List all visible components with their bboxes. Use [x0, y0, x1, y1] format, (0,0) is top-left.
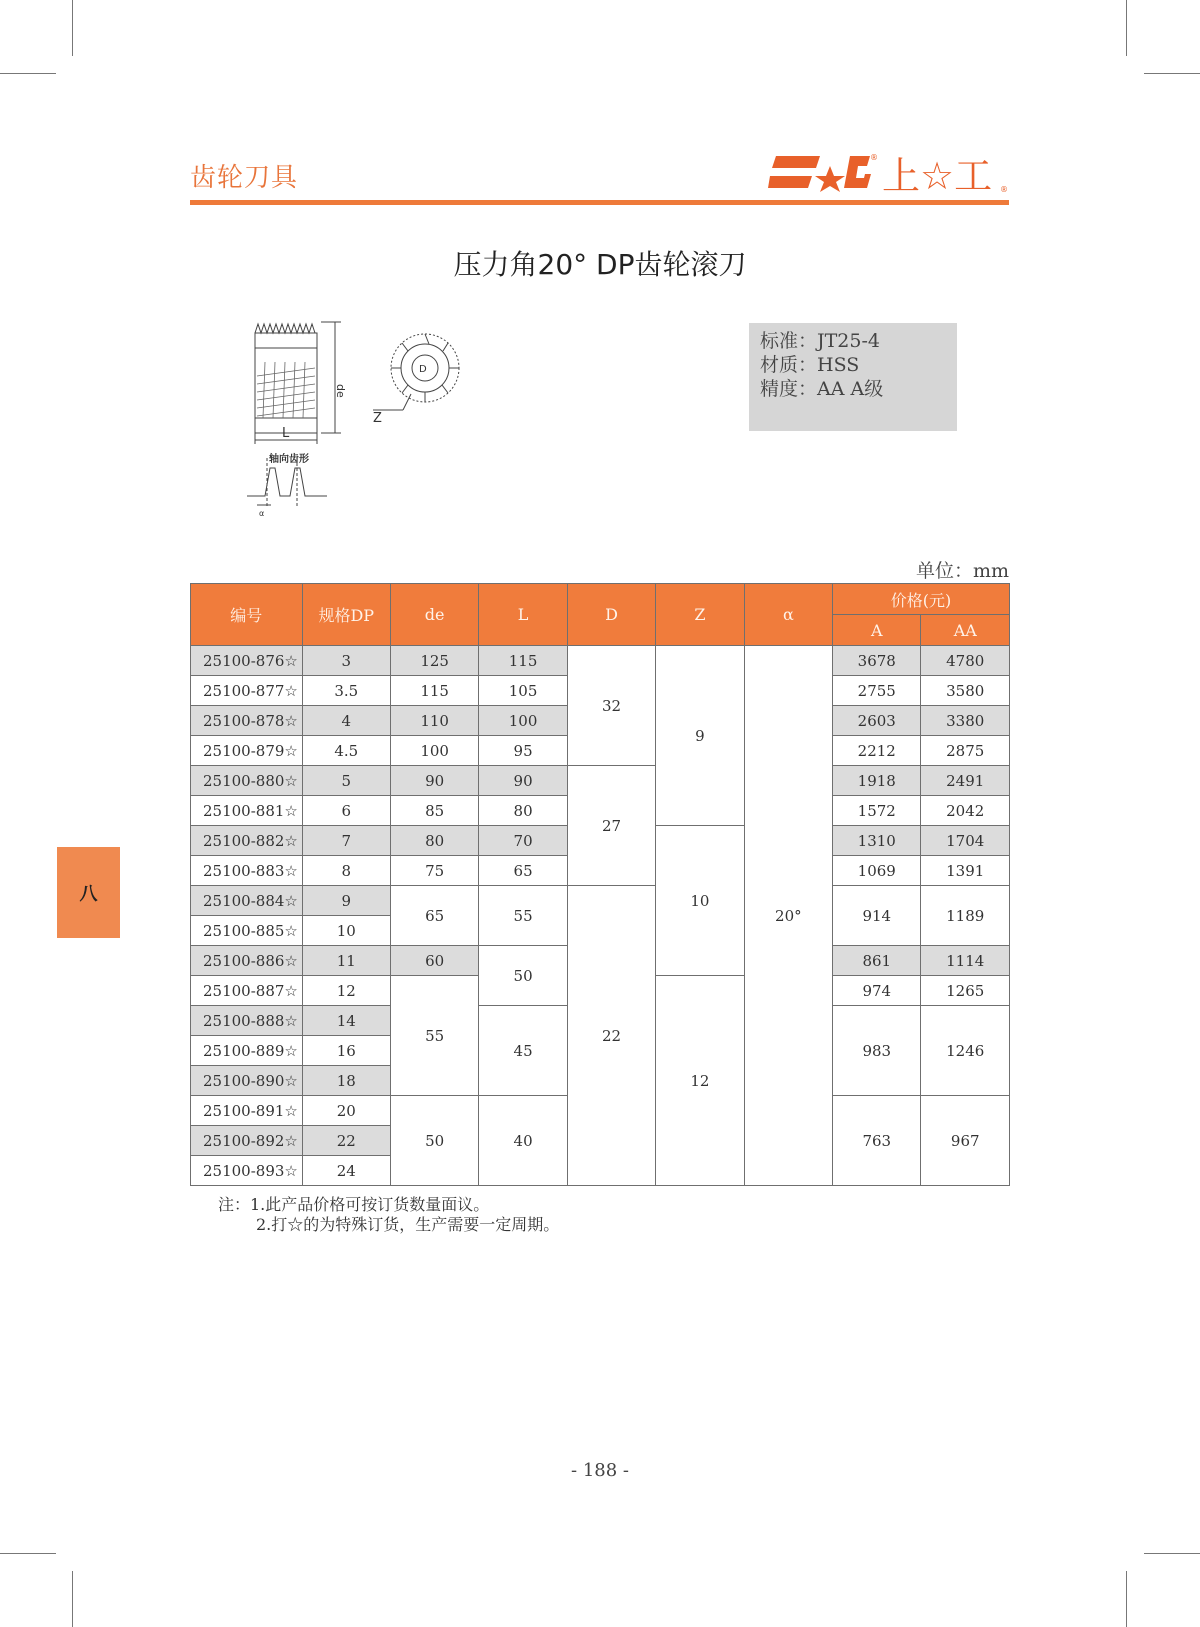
chapter-tab: 八: [57, 847, 120, 938]
cell-price-aa: 2875: [921, 736, 1010, 766]
cell-de: 55: [390, 976, 478, 1096]
cell-dp: 4.5: [302, 736, 390, 766]
cell-price-a: 3678: [833, 646, 921, 676]
crop-mark: [72, 0, 73, 56]
header-price-a: A: [833, 615, 921, 646]
label-axial-profile: 轴向齿形: [269, 454, 309, 465]
cell-l: 105: [479, 676, 567, 706]
crop-mark: [1144, 73, 1200, 74]
cell-dp: 10: [302, 916, 390, 946]
section-title: 齿轮刀具: [190, 163, 299, 193]
cell-price-aa: 1704: [921, 826, 1010, 856]
cell-l: 95: [479, 736, 567, 766]
cell-price-aa: 1265: [921, 976, 1010, 1006]
product-table: [190, 583, 1010, 1186]
cell-l: 100: [479, 706, 567, 736]
spec-material: 材质：HSS: [760, 354, 860, 376]
header-price-aa: AA: [921, 615, 1010, 646]
cell-price-aa: 1114: [921, 946, 1010, 976]
label-z: Z: [373, 411, 382, 426]
cell-code: 25100-888☆: [191, 1006, 303, 1036]
cell-dp: 16: [302, 1036, 390, 1066]
cell-price-a: 861: [833, 946, 921, 976]
brand-logo: [768, 146, 1013, 196]
cell-code: 25100-893☆: [191, 1156, 303, 1186]
logo-text: 上☆工: [882, 154, 993, 196]
cell-d: 22: [567, 886, 655, 1186]
spec-box: [749, 323, 957, 431]
cell-l: 50: [479, 946, 567, 1006]
notes: [218, 1195, 559, 1235]
cell-l: 70: [479, 826, 567, 856]
logo-g-shape: [844, 156, 871, 188]
header-rule: [190, 200, 1009, 205]
cell-de: 65: [390, 886, 478, 946]
axial-tooth-profile: [247, 468, 327, 496]
cell-code: 25100-885☆: [191, 916, 303, 946]
cell-price-aa: 3580: [921, 676, 1010, 706]
cell-code: 25100-889☆: [191, 1036, 303, 1066]
unit-label: 单位：mm: [915, 560, 1009, 582]
cell-dp: 5: [302, 766, 390, 796]
cell-dp: 3: [302, 646, 390, 676]
cell-code: 25100-890☆: [191, 1066, 303, 1096]
cell-price-a: 2212: [833, 736, 921, 766]
svg-text:®: ®: [1000, 185, 1008, 194]
crop-mark: [0, 1553, 56, 1554]
crop-mark: [0, 73, 56, 74]
cell-dp: 3.5: [302, 676, 390, 706]
cell-l: 55: [479, 886, 567, 946]
cell-code: 25100-887☆: [191, 976, 303, 1006]
header-l: L: [479, 584, 567, 646]
cell-code: 25100-891☆: [191, 1096, 303, 1126]
cell-dp: 12: [302, 976, 390, 1006]
label-l: L: [282, 426, 290, 441]
cell-de: 50: [390, 1096, 478, 1186]
cell-price-a: 1572: [833, 796, 921, 826]
cell-price-a: 1310: [833, 826, 921, 856]
cell-l: 40: [479, 1096, 567, 1186]
cell-code: 25100-882☆: [191, 826, 303, 856]
cell-de: 110: [390, 706, 478, 736]
cell-de: 90: [390, 766, 478, 796]
cell-dp: 6: [302, 796, 390, 826]
cell-z: 9: [656, 646, 744, 826]
cell-dp: 22: [302, 1126, 390, 1156]
cell-code: 25100-886☆: [191, 946, 303, 976]
page-title: 压力角20° DP齿轮滚刀: [453, 248, 747, 281]
cell-d: 27: [567, 766, 655, 886]
cell-code: 25100-883☆: [191, 856, 303, 886]
cell-code: 25100-881☆: [191, 796, 303, 826]
cell-price-aa: 967: [921, 1096, 1010, 1186]
crop-mark: [72, 1571, 73, 1627]
header-dp: 规格DP: [302, 584, 390, 646]
cell-dp: 11: [302, 946, 390, 976]
cell-code: 25100-876☆: [191, 646, 303, 676]
header-d: D: [567, 584, 655, 646]
hob-hatching: [257, 362, 315, 418]
spec-standard: 标准：JT25-4: [760, 330, 880, 352]
header-z: Z: [656, 584, 744, 646]
cell-de: 60: [390, 946, 478, 976]
cell-price-a: 2755: [833, 676, 921, 706]
cell-dp: 20: [302, 1096, 390, 1126]
cell-alpha: 20°: [744, 646, 832, 1186]
cell-code: 25100-880☆: [191, 766, 303, 796]
cell-l: 90: [479, 766, 567, 796]
cell-price-aa: 1246: [921, 1006, 1010, 1096]
hob-drawing: [245, 318, 495, 528]
cell-de: 75: [390, 856, 478, 886]
cell-de: 115: [390, 676, 478, 706]
header-alpha: α: [744, 584, 832, 646]
svg-text:®: ®: [870, 153, 878, 162]
header-price: 价格(元): [833, 584, 1010, 615]
cell-price-a: 1069: [833, 856, 921, 886]
cell-price-a: 2603: [833, 706, 921, 736]
cell-z: 12: [656, 976, 744, 1186]
cell-dp: 7: [302, 826, 390, 856]
cell-dp: 14: [302, 1006, 390, 1036]
cell-dp: 9: [302, 886, 390, 916]
logo-star: [815, 166, 845, 192]
cell-de: 125: [390, 646, 478, 676]
crop-mark: [1126, 1571, 1127, 1627]
label-d: D: [419, 364, 427, 375]
spec-precision: 精度：AA A级: [760, 378, 884, 400]
label-de: de: [334, 384, 347, 398]
cell-price-aa: 4780: [921, 646, 1010, 676]
cell-price-a: 974: [833, 976, 921, 1006]
cell-dp: 8: [302, 856, 390, 886]
cell-dp: 4: [302, 706, 390, 736]
cell-de: 80: [390, 826, 478, 856]
table-row: [191, 886, 1010, 916]
cell-l: 65: [479, 856, 567, 886]
cell-price-a: 914: [833, 886, 921, 946]
cell-code: 25100-884☆: [191, 886, 303, 916]
cell-d: 32: [567, 646, 655, 766]
table-row: [191, 766, 1010, 796]
cell-code: 25100-878☆: [191, 706, 303, 736]
cell-l: 80: [479, 796, 567, 826]
cell-price-a: 763: [833, 1096, 921, 1186]
logo-s-shape: [768, 156, 820, 188]
cell-de: 100: [390, 736, 478, 766]
crop-mark: [1144, 1553, 1200, 1554]
cell-de: 85: [390, 796, 478, 826]
page-number: - 188 -: [571, 1460, 629, 1481]
cell-price-a: 983: [833, 1006, 921, 1096]
hob-teeth-profile: [255, 324, 315, 333]
cell-dp: 24: [302, 1156, 390, 1186]
table-row: [191, 646, 1010, 676]
cell-price-aa: 2042: [921, 796, 1010, 826]
header-de: de: [390, 584, 478, 646]
cell-price-aa: 3380: [921, 706, 1010, 736]
cell-l: 45: [479, 1006, 567, 1096]
crop-mark: [1126, 0, 1127, 56]
label-alpha: α: [259, 509, 265, 518]
cell-l: 115: [479, 646, 567, 676]
note-2: 2.打☆的为特殊订货，生产需要一定周期。: [256, 1215, 560, 1234]
cell-dp: 18: [302, 1066, 390, 1096]
cell-code: 25100-879☆: [191, 736, 303, 766]
cell-code: 25100-877☆: [191, 676, 303, 706]
cell-price-aa: 1391: [921, 856, 1010, 886]
cell-code: 25100-892☆: [191, 1126, 303, 1156]
cell-z: 10: [656, 826, 744, 976]
cell-price-aa: 2491: [921, 766, 1010, 796]
cell-price-aa: 1189: [921, 886, 1010, 946]
cell-price-a: 1918: [833, 766, 921, 796]
note-1: 注：1.此产品价格可按订货数量面议。: [218, 1195, 490, 1214]
header-code: 编号: [191, 584, 303, 646]
